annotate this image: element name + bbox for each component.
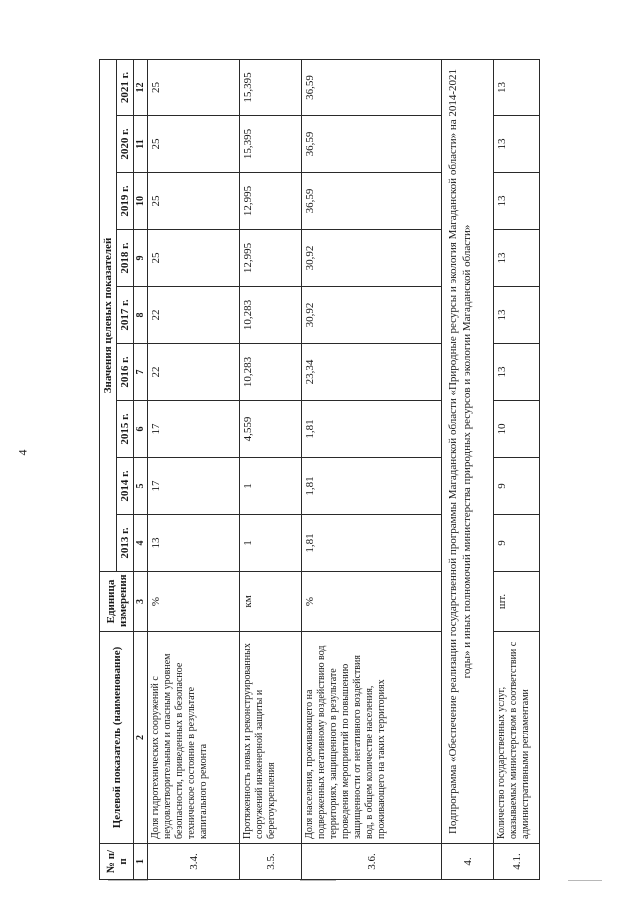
row-id: 4.1. bbox=[494, 844, 540, 880]
row-unit: шт. bbox=[494, 572, 540, 632]
row-indicator-name: Количество государственных услуг, оказываемых министерством в соответствии с административными регламентами bbox=[494, 632, 540, 844]
column-number: 4 bbox=[134, 515, 148, 572]
row-indicator-name: Доля гидротехнических сооружений с неудовлетворительным и опасным уровнем безопасности, приведенных в безопасное техническое состояние в результате капитального ремонта bbox=[148, 632, 240, 844]
row-value: 25 bbox=[148, 173, 240, 230]
row-value: 12,995 bbox=[240, 230, 302, 287]
column-number: 11 bbox=[134, 116, 148, 173]
header-year: 2014 г. bbox=[117, 458, 134, 515]
row-value: 30,92 bbox=[302, 287, 442, 344]
column-number: 9 bbox=[134, 230, 148, 287]
header-num: № п/п bbox=[100, 844, 134, 880]
row-unit: км bbox=[240, 572, 302, 632]
row-value: 17 bbox=[148, 401, 240, 458]
column-number: 12 bbox=[134, 59, 148, 115]
header-year: 2016 г. bbox=[117, 344, 134, 401]
row-value: 1 bbox=[240, 515, 302, 572]
column-number: 10 bbox=[134, 173, 148, 230]
column-number: 5 bbox=[134, 458, 148, 515]
page-number: 4 bbox=[15, 449, 30, 456]
row-value: 17 bbox=[148, 458, 240, 515]
scan-mark-right bbox=[568, 880, 602, 881]
row-id: 3.6. bbox=[302, 844, 442, 880]
row-value: 9 bbox=[494, 458, 540, 515]
row-value: 30,92 bbox=[302, 230, 442, 287]
scan-mark-left bbox=[108, 880, 148, 881]
subprogram-row bbox=[442, 59, 494, 879]
row-value: 13 bbox=[494, 173, 540, 230]
row-value: 13 bbox=[148, 515, 240, 572]
row-value: 22 bbox=[148, 344, 240, 401]
table-row bbox=[148, 59, 240, 879]
header-values-group: Значения целевых показателей bbox=[100, 59, 117, 571]
row-value: 15,395 bbox=[240, 59, 302, 115]
header-year: 2021 г. bbox=[117, 59, 134, 115]
row-value: 13 bbox=[494, 59, 540, 115]
header-year: 2020 г. bbox=[117, 116, 134, 173]
row-unit: % bbox=[148, 572, 240, 632]
row-indicator-name: Протяженность новых и реконструированных сооружений инженерной защиты и берегоукрепления bbox=[240, 632, 302, 844]
column-number: 8 bbox=[134, 287, 148, 344]
row-value: 10 bbox=[494, 401, 540, 458]
column-number: 3 bbox=[134, 572, 148, 632]
column-number: 2 bbox=[134, 632, 148, 844]
row-value: 36,59 bbox=[302, 116, 442, 173]
row-value: 4,559 bbox=[240, 401, 302, 458]
row-value: 10,283 bbox=[240, 287, 302, 344]
scan-mark-middle bbox=[300, 880, 336, 881]
indicator-table bbox=[99, 59, 540, 880]
table-row bbox=[302, 59, 442, 879]
row-value: 10,283 bbox=[240, 344, 302, 401]
header-year: 2018 г. bbox=[117, 230, 134, 287]
table-row bbox=[240, 59, 302, 879]
header-year: 2015 г. bbox=[117, 401, 134, 458]
header-year: 2019 г. bbox=[117, 173, 134, 230]
row-value: 13 bbox=[494, 287, 540, 344]
row-value: 9 bbox=[494, 515, 540, 572]
row-value: 25 bbox=[148, 59, 240, 115]
row-indicator-name: Доля населения, проживающего на подверженных негативному воздействию вод территориях, защищенного в результате проведения мероприятий по повышению защищенности от негативного воздействия вод, в общем количестве населения, проживающего на таких территориях bbox=[302, 632, 442, 844]
row-value: 1,81 bbox=[302, 458, 442, 515]
row-value: 15,395 bbox=[240, 116, 302, 173]
row-value: 36,59 bbox=[302, 173, 442, 230]
header-year: 2013 г. bbox=[117, 515, 134, 572]
row-value: 1 bbox=[240, 458, 302, 515]
row-value: 1,81 bbox=[302, 401, 442, 458]
row-id: 3.4. bbox=[148, 844, 240, 880]
column-number: 7 bbox=[134, 344, 148, 401]
subprogram-id: 4. bbox=[442, 844, 494, 880]
header-year: 2017 г. bbox=[117, 287, 134, 344]
rotated-table-sheet bbox=[99, 60, 531, 880]
column-number: 1 bbox=[134, 844, 148, 880]
row-value: 36,59 bbox=[302, 59, 442, 115]
header-unit: Единица измерения bbox=[100, 572, 134, 632]
row-id: 3.5. bbox=[240, 844, 302, 880]
subprogram-title: Подпрограмма «Обеспечение реализации государственной программы Магаданской области «Природные ресурсы и экология Магаданской области» на 2014-2021 годы» и иных полномочий министерства природных ресурсов и экологии Магаданской области» bbox=[442, 59, 494, 843]
row-value: 25 bbox=[148, 116, 240, 173]
row-value: 1,81 bbox=[302, 515, 442, 572]
row-value: 13 bbox=[494, 230, 540, 287]
row-unit: % bbox=[302, 572, 442, 632]
row-value: 13 bbox=[494, 116, 540, 173]
row-value: 22 bbox=[148, 287, 240, 344]
row-value: 13 bbox=[494, 344, 540, 401]
column-number: 6 bbox=[134, 401, 148, 458]
row-value: 12,995 bbox=[240, 173, 302, 230]
row-value: 23,34 bbox=[302, 344, 442, 401]
row-value: 25 bbox=[148, 230, 240, 287]
header-indicator: Целевой показатель (наименование) bbox=[100, 632, 134, 844]
table-row bbox=[494, 59, 540, 879]
